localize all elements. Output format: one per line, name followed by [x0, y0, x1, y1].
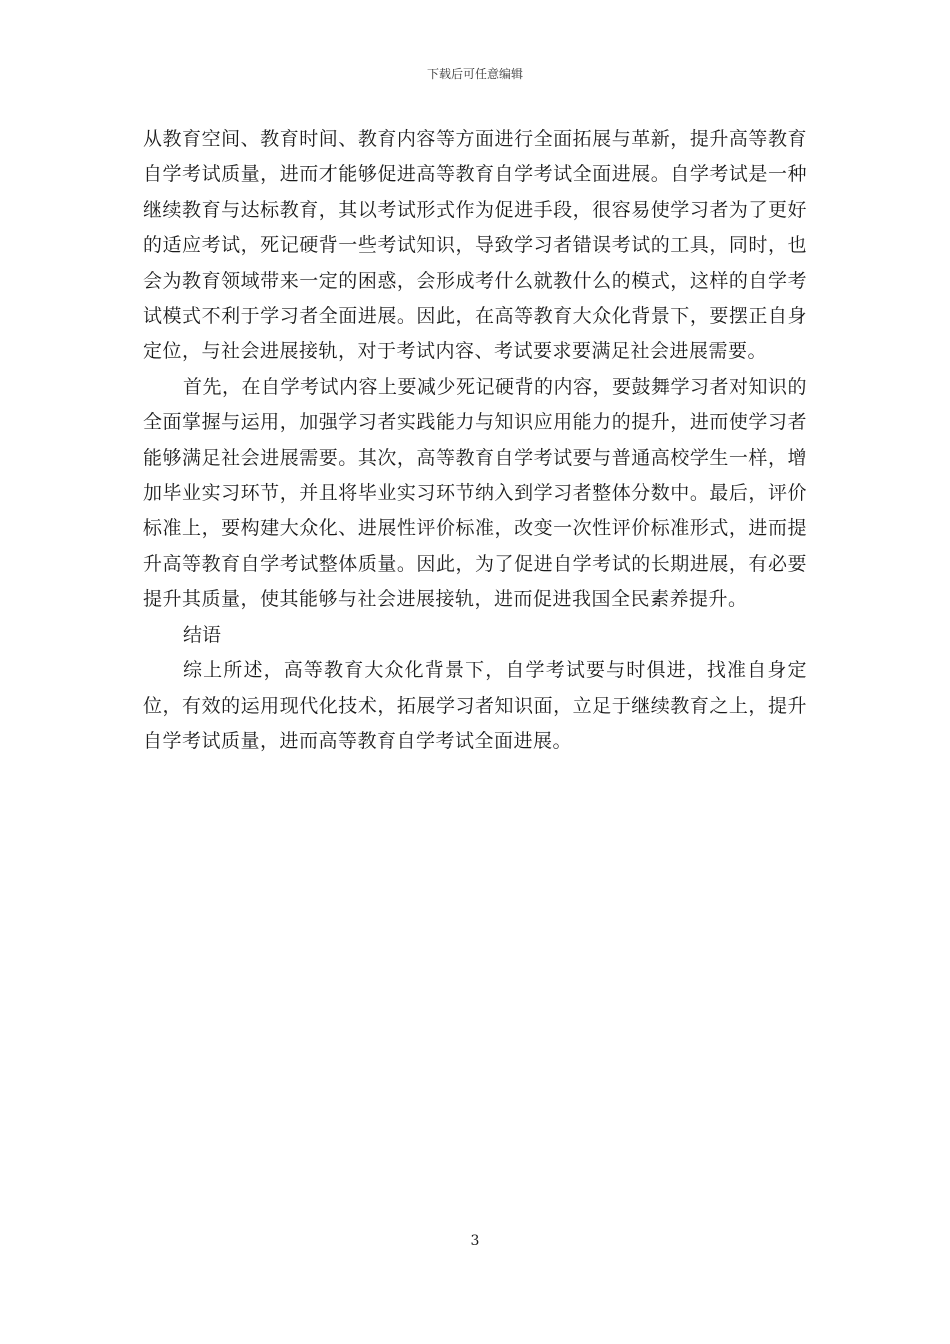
- page-number: 3: [470, 1233, 480, 1249]
- document-body: [143, 122, 807, 759]
- header-note: 下载后可任意编辑: [426, 67, 523, 81]
- paragraph-continued: 从教育空间、教育时间、教育内容等方面进行全面拓展与革新，提升高等教育自学考试质量，进而才能够促进高等教育自学考试全面进展。自学考试是一种继续教育与达标教育，其以考试形式作为促进手段，很容易使学习者为了更好的适应考试，死记硬背一些考试知识，导致学习者错误考试的工具，同时，也会为教育领域带来一定的困惑，会形成考什么就教什么的模式，这样的自学考试模式不利于学习者全面进展。因此，在高等教育大众化背景下，要摆正自身定位，与社会进展接轨，对于考试内容、考试要求要满足社会进展需要。: [143, 128, 807, 363]
- conclusion-heading: 结语: [183, 623, 222, 646]
- paragraph-conclusion: 综上所述，高等教育大众化背景下，自学考试要与时俱进，找准自身定位，有效的运用现代化技术，拓展学习者知识面，立足于继续教育之上，提升自学考试质量，进而高等教育自学考试全面进展。: [143, 659, 807, 752]
- paragraph-first-second-last: 首先，在自学考试内容上要减少死记硬背的内容，要鼓舞学习者对知识的全面掌握与运用，加强学习者实践能力与知识应用能力的提升，进而使学习者能够满足社会进展需要。其次，高等教育自学考试要与普通高校学生一样，增加毕业实习环节，并且将毕业实习环节纳入到学习者整体分数中。最后，评价标准上，要构建大众化、进展性评价标准，改变一次性评价标准形式，进而提升高等教育自学考试整体质量。因此，为了促进自学考试的长期进展，有必要提升其质量，使其能够与社会进展接轨，进而促进我国全民素养提升。: [143, 375, 808, 611]
